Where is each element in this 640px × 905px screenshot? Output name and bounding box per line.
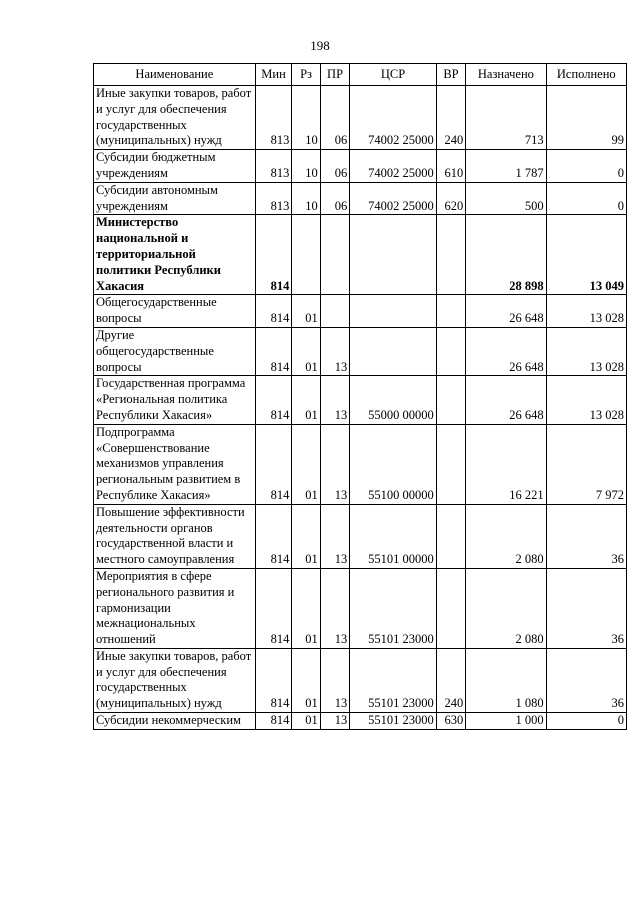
cell-min: 814 [255,327,292,375]
cell-csr: 74002 25000 [350,86,436,150]
cell-vr: 240 [436,648,465,712]
cell-executed: 13 028 [546,376,626,424]
cell-executed: 36 [546,648,626,712]
col-header-executed: Исполнено [546,64,626,86]
cell-pr: 06 [320,150,349,183]
cell-rz: 01 [292,504,320,568]
cell-vr [436,327,465,375]
cell-min: 814 [255,295,292,328]
cell-rz: 10 [292,150,320,183]
cell-min: 814 [255,648,292,712]
cell-pr: 13 [320,424,349,504]
cell-pr: 13 [320,327,349,375]
cell-pr: 06 [320,182,349,215]
table-row [94,86,627,150]
cell-planned: 26 648 [466,295,546,328]
cell-planned: 16 221 [466,424,546,504]
cell-min: 814 [255,504,292,568]
cell-name: Мероприятия в сфере регионального развития и гармонизации межнациональных отношений [94,568,256,648]
cell-pr: 13 [320,648,349,712]
cell-pr: 06 [320,86,349,150]
table-row [94,568,627,648]
cell-rz: 10 [292,86,320,150]
cell-planned: 2 080 [466,568,546,648]
cell-vr: 620 [436,182,465,215]
cell-csr: 74002 25000 [350,150,436,183]
cell-planned: 26 648 [466,376,546,424]
cell-min: 814 [255,215,292,295]
col-header-pr: ПР [320,64,349,86]
table-row [94,376,627,424]
cell-planned: 713 [466,86,546,150]
cell-csr: 55101 23000 [350,568,436,648]
cell-min: 813 [255,150,292,183]
cell-csr: 55101 23000 [350,713,436,730]
cell-pr: 13 [320,568,349,648]
cell-name: Общегосударственные вопросы [94,295,256,328]
cell-csr: 74002 25000 [350,182,436,215]
cell-vr [436,376,465,424]
table-row [94,150,627,183]
table-row [94,182,627,215]
cell-min: 814 [255,713,292,730]
cell-planned: 26 648 [466,327,546,375]
cell-pr [320,295,349,328]
cell-name: Субсидии некоммерческим [94,713,256,730]
cell-name: Подпрограмма «Совершенствование механизмов управления региональным развитием в Республике Хакасия» [94,424,256,504]
cell-csr: 55101 00000 [350,504,436,568]
cell-csr [350,295,436,328]
cell-vr [436,295,465,328]
header-row [94,64,627,86]
cell-vr: 240 [436,86,465,150]
cell-planned: 500 [466,182,546,215]
cell-executed: 0 [546,182,626,215]
cell-executed: 0 [546,150,626,183]
table-row [94,327,627,375]
cell-rz [292,215,320,295]
cell-rz: 01 [292,713,320,730]
table-row [94,713,627,730]
cell-name: Другие общегосударственные вопросы [94,327,256,375]
cell-executed: 99 [546,86,626,150]
cell-vr: 610 [436,150,465,183]
cell-min: 813 [255,182,292,215]
table-row [94,424,627,504]
cell-planned: 1 000 [466,713,546,730]
cell-executed: 13 049 [546,215,626,295]
cell-min: 814 [255,424,292,504]
cell-executed: 0 [546,713,626,730]
cell-rz: 01 [292,327,320,375]
cell-name: Повышение эффективности деятельности органов государственной власти и местного самоуправления [94,504,256,568]
cell-pr: 13 [320,376,349,424]
cell-planned: 1 787 [466,150,546,183]
col-header-csr: ЦСР [350,64,436,86]
cell-csr [350,327,436,375]
cell-planned: 28 898 [466,215,546,295]
cell-csr: 55100 00000 [350,424,436,504]
cell-executed: 36 [546,568,626,648]
cell-executed: 36 [546,504,626,568]
cell-name: Министерство национальной и территориальной политики Республики Хакасия [94,215,256,295]
cell-rz: 01 [292,648,320,712]
table-row [94,504,627,568]
cell-rz: 01 [292,568,320,648]
page-number: 198 [310,38,330,53]
cell-planned: 1 080 [466,648,546,712]
cell-name: Иные закупки товаров, работ и услуг для обеспечения государственных (муниципальных) нужд [94,86,256,150]
col-header-rz: Рз [292,64,320,86]
cell-executed: 7 972 [546,424,626,504]
cell-rz: 01 [292,376,320,424]
col-header-name: Наименование [94,64,256,86]
cell-vr [436,424,465,504]
cell-csr [350,215,436,295]
cell-name: Субсидии автономным учреждениям [94,182,256,215]
table-row [94,295,627,328]
cell-min: 814 [255,376,292,424]
col-header-min: Мин [255,64,292,86]
cell-name: Субсидии бюджетным учреждениям [94,150,256,183]
cell-pr: 13 [320,713,349,730]
cell-vr: 630 [436,713,465,730]
cell-planned: 2 080 [466,504,546,568]
cell-vr [436,215,465,295]
cell-csr: 55101 23000 [350,648,436,712]
cell-csr: 55000 00000 [350,376,436,424]
cell-name: Государственная программа «Региональная политика Республики Хакасия» [94,376,256,424]
cell-pr [320,215,349,295]
cell-min: 813 [255,86,292,150]
cell-vr [436,568,465,648]
budget-table [93,63,627,730]
cell-rz: 01 [292,424,320,504]
col-header-vr: ВР [436,64,465,86]
cell-name: Иные закупки товаров, работ и услуг для обеспечения государственных (муниципальных) нужд [94,648,256,712]
table-row [94,648,627,712]
cell-executed: 13 028 [546,295,626,328]
cell-executed: 13 028 [546,327,626,375]
cell-rz: 10 [292,182,320,215]
table-row [94,215,627,295]
cell-pr: 13 [320,504,349,568]
table-body [94,86,627,730]
cell-vr [436,504,465,568]
cell-min: 814 [255,568,292,648]
cell-rz: 01 [292,295,320,328]
col-header-planned: Назначено [466,64,546,86]
